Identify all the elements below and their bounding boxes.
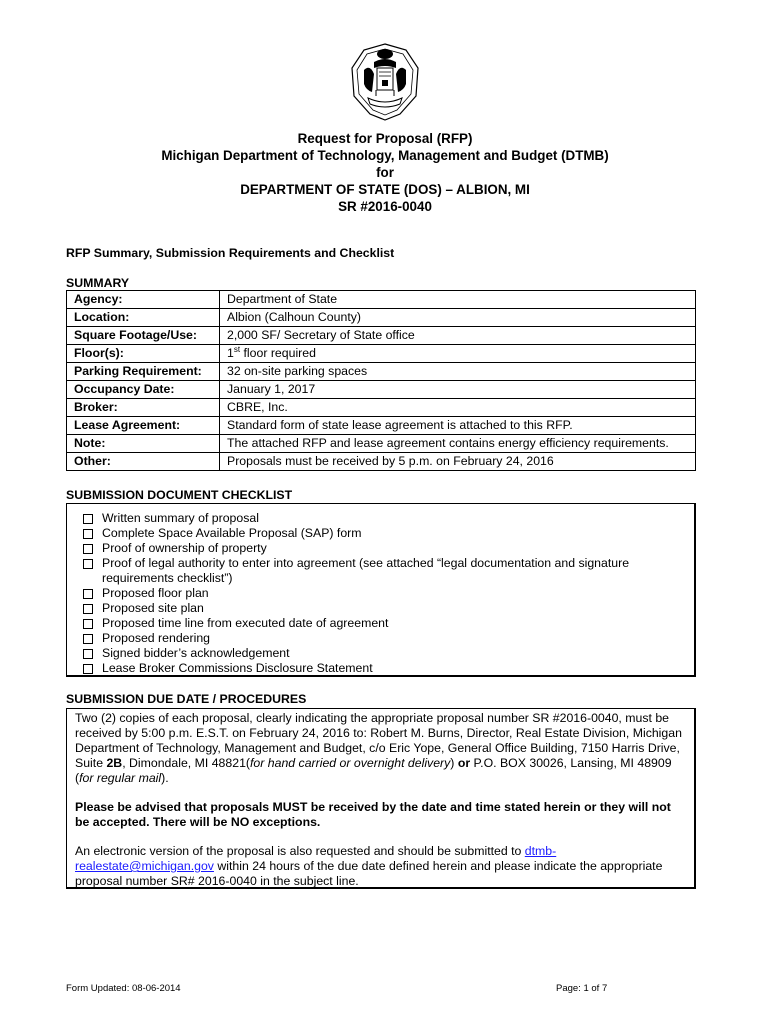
rfp-summary-heading: RFP Summary, Submission Requirements and Checklist <box>66 246 395 260</box>
list-item <box>83 526 694 541</box>
checkbox[interactable] <box>83 514 93 524</box>
checklist-item-label: Proposed site plan <box>102 601 204 615</box>
deadline-warning: Please be advised that proposals MUST be received by the date and time stated herein or they will not be accepted. There will be NO exceptions. <box>75 800 671 829</box>
row-value: The attached RFP and lease agreement contains energy efficiency requirements. <box>220 435 696 453</box>
list-item <box>83 616 694 631</box>
checkbox[interactable] <box>83 544 93 554</box>
checklist-item-label: Lease Broker Commissions Disclosure Statement <box>102 661 373 675</box>
table-row <box>67 327 696 345</box>
list-item <box>83 631 694 646</box>
checkbox[interactable] <box>83 604 93 614</box>
row-key: Parking Requirement: <box>67 363 220 381</box>
checkbox[interactable] <box>83 649 93 659</box>
checkbox[interactable] <box>83 664 93 674</box>
checkbox[interactable] <box>83 559 93 569</box>
checkbox[interactable] <box>83 529 93 539</box>
summary-label: SUMMARY <box>66 276 130 290</box>
summary-table <box>66 290 696 471</box>
checkbox[interactable] <box>83 634 93 644</box>
checklist-item-label: Proof of ownership of property <box>102 541 267 555</box>
row-value: Proposals must be received by 5 p.m. on February 24, 2016 <box>220 453 696 471</box>
document-title <box>0 130 770 215</box>
page-number: Page: 1 of 7 <box>556 983 608 994</box>
title-line-2: Michigan Department of Technology, Management and Budget (DTMB) <box>161 148 609 163</box>
title-line-5: SR #2016-0040 <box>338 199 432 214</box>
row-value: Albion (Calhoun County) <box>220 309 696 327</box>
row-key: Occupancy Date: <box>67 381 220 399</box>
list-item <box>83 586 694 601</box>
due-date-label: SUBMISSION DUE DATE / PROCEDURES <box>66 692 307 706</box>
row-key: Square Footage/Use: <box>67 327 220 345</box>
table-row <box>67 345 696 363</box>
checklist-item-label: Proposed floor plan <box>102 586 209 600</box>
checkbox[interactable] <box>83 589 93 599</box>
table-row <box>67 435 696 453</box>
row-key: Floor(s): <box>67 345 220 363</box>
table-row <box>67 381 696 399</box>
table-row <box>67 363 696 381</box>
table-row <box>67 453 696 471</box>
table-row <box>67 291 696 309</box>
checklist-item-label: Complete Space Available Proposal (SAP) form <box>102 526 362 540</box>
row-value: 1st floor required <box>220 345 696 363</box>
list-item <box>83 511 694 526</box>
checklist-item-label: Written summary of proposal <box>102 511 259 525</box>
title-line-4: DEPARTMENT OF STATE (DOS) – ALBION, MI <box>240 182 530 197</box>
email-link[interactable]: dtmb-realestate@michigan.gov <box>75 844 557 873</box>
row-key: Note: <box>67 435 220 453</box>
list-item <box>83 601 694 616</box>
row-value: Standard form of state lease agreement is attached to this RFP. <box>220 417 696 435</box>
list-item <box>83 646 694 661</box>
list-item <box>83 541 694 556</box>
row-key: Agency: <box>67 291 220 309</box>
row-value: Department of State <box>220 291 696 309</box>
checklist-item-label: Signed bidder’s acknowledgement <box>102 646 290 660</box>
procedure-paragraph: Two (2) copies of each proposal, clearly indicating the appropriate proposal number SR #2016-0040, must be received by 5:00 p.m. E.S.T. on February 24, 2016 to: Robert M. Burns, Director, Real Estate Division, Michigan Department of Technology, Management and Budget, c/o Eric Yope, General Office Building, 7150 Harris Drive, Suite 2B, Dimondale, MI 48821(for hand carried or overnight delivery) or P.O. BOX 30026, Lansing, MI 48909 (for regular mail). <box>75 711 682 785</box>
list-item <box>83 661 694 676</box>
row-key: Other: <box>67 453 220 471</box>
row-key: Broker: <box>67 399 220 417</box>
electronic-submission-paragraph: An electronic version of the proposal is also requested and should be submitted to dtmb-realestate@michigan.gov within 24 hours of the due date defined herein and please indicate the appropriate proposal number SR# 2016-0040 in the subject line. <box>75 844 663 888</box>
list-item <box>83 556 694 586</box>
row-key: Location: <box>67 309 220 327</box>
row-value: 2,000 SF/ Secretary of State office <box>220 327 696 345</box>
form-updated: Form Updated: 08-06-2014 <box>66 983 181 994</box>
checklist-item-continuation: requirements checklist”) <box>102 571 233 585</box>
title-line-3: for <box>376 165 394 180</box>
row-value: January 1, 2017 <box>220 381 696 399</box>
checklist-item-label: Proposed time line from executed date of agreement <box>102 616 389 630</box>
row-value: 32 on-site parking spaces <box>220 363 696 381</box>
state-seal-icon <box>346 40 424 124</box>
checklist-label: SUBMISSION DOCUMENT CHECKLIST <box>66 488 293 502</box>
title-line-1: Request for Proposal (RFP) <box>297 131 473 146</box>
checklist-item-label: Proposed rendering <box>102 631 211 645</box>
checklist-item-label: Proof of legal authority to enter into agreement (see attached “legal documentation and signature requirements checklist”) <box>102 556 630 585</box>
checkbox[interactable] <box>83 619 93 629</box>
table-row <box>67 417 696 435</box>
submission-checklist <box>66 503 696 677</box>
table-row <box>67 309 696 327</box>
due-date-procedures <box>66 708 696 889</box>
row-value: CBRE, Inc. <box>220 399 696 417</box>
table-row <box>67 399 696 417</box>
row-key: Lease Agreement: <box>67 417 220 435</box>
